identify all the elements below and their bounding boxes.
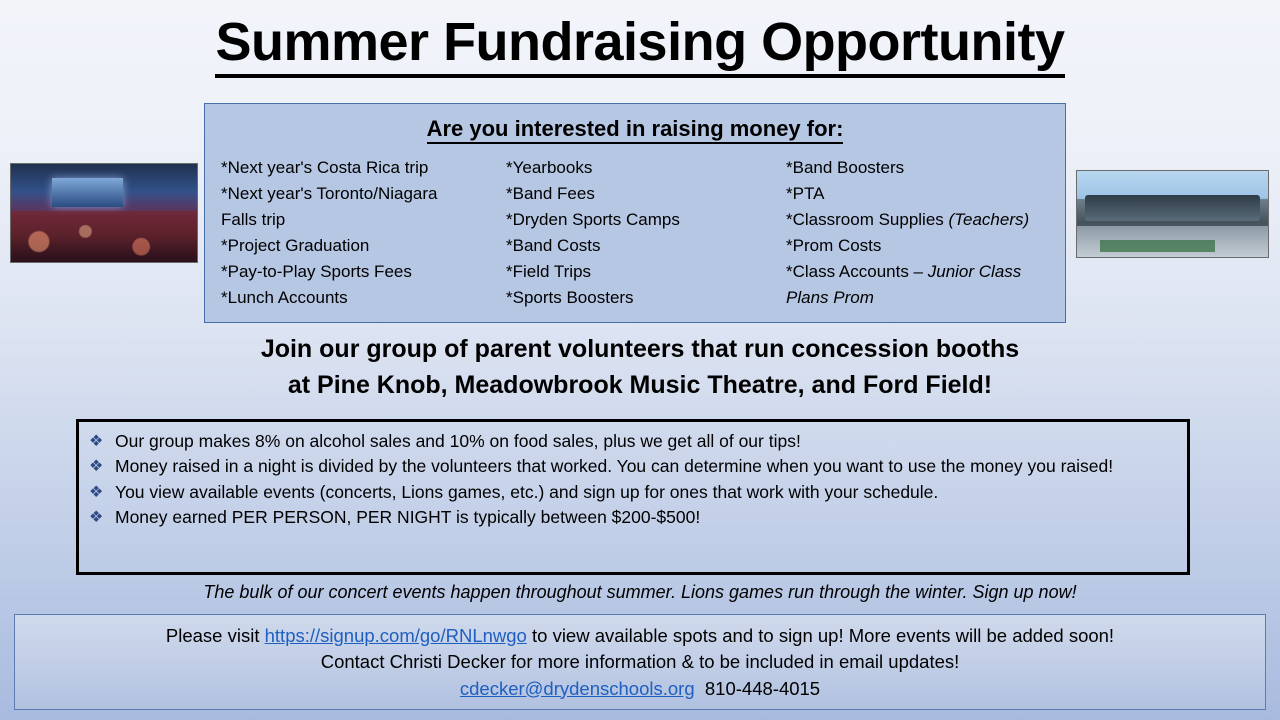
list-item-text: Money raised in a night is divided by the volunteers that worked. You can determine when you want to use the money you raised! [115,456,1114,477]
contact-box [14,614,1266,710]
interest-column-1 [221,155,506,311]
list-item: *Yearbooks [506,158,593,177]
list-item: *Band Fees [506,184,595,203]
stage-screen-shape [52,178,123,207]
list-item: *Next year's Costa Rica trip [221,158,429,177]
page-title-text: Summer Fundraising Opportunity [215,12,1064,78]
list-item: *Prom Costs [786,236,882,255]
visit-suffix-text: to view available spots and to sign up! More events will be added soon! [526,625,1115,646]
list-item-text: You view available events (concerts, Lions games, etc.) and sign up for ones that work with your schedule. [115,481,939,502]
list-item: *PTA [786,184,825,203]
concert-crowd-photo [10,163,198,263]
join-heading-line-2: at Pine Knob, Meadowbrook Music Theatre, and Ford Field! [287,370,993,399]
email-link[interactable]: cdecker@drydenschools.org [459,677,695,699]
list-item [89,481,1175,504]
stadium-roof-shape [1085,195,1261,221]
list-item: *Pay-to-Play Sports Fees [221,262,412,281]
interest-column-2 [506,155,786,311]
contact-line-1 [15,623,1265,649]
diamond-bullet-icon: ❖ [89,508,104,526]
list-item-text: Money earned PER PERSON, PER NIGHT is typically between $200-$500! [115,506,701,527]
list-item: *Dryden Sports Camps [506,210,680,229]
contact-line-2: Contact Christi Decker for more information & to be included in email updates! [320,651,960,673]
seasonal-note: The bulk of our concert events happen throughout summer. Lions games run through the winter. Sign up now! [203,582,1077,602]
diamond-bullet-icon: ❖ [89,458,104,476]
list-item-text: Our group makes 8% on alcohol sales and 10% on food sales, plus we get all of our tips! [115,431,801,451]
interest-column-3 [786,155,1049,311]
list-item: *Band Boosters [786,158,905,177]
join-heading [0,332,1280,403]
fundraising-interest-box [204,103,1066,323]
list-item: *Class Accounts – Junior Class Plans Prom [786,262,1022,307]
list-item-emphasis: Junior Class Plans Prom [786,262,1022,307]
list-item: *Lunch Accounts [221,288,348,307]
list-item: *Next year's Toronto/Niagara Falls trip [221,184,438,229]
list-item [89,455,1175,478]
crowd-shape [11,211,197,262]
list-item: *Field Trips [506,262,592,281]
contact-line-3 [15,676,1265,702]
interest-box-heading: Are you interested in raising money for: [205,116,1065,142]
signup-link[interactable]: https://signup.com/go/RNLnwgo [264,625,527,646]
visit-prefix-text: Please visit [165,625,265,646]
list-item: *Project Graduation [221,236,370,255]
list-item-emphasis: (Teachers) [948,210,1030,229]
interest-columns [205,155,1065,311]
ford-field-stadium-photo [1076,170,1269,258]
list-item [89,430,1175,453]
join-heading-line-1: Join our group of parent volunteers that run concession booths [260,335,1020,363]
list-item: *Band Costs [506,236,601,255]
stadium-field-shape [1100,240,1215,252]
details-bullet-box [76,419,1190,575]
list-item [89,506,1175,529]
list-item: *Sports Boosters [506,288,634,307]
diamond-bullet-icon: ❖ [89,433,104,450]
diamond-bullet-icon: ❖ [89,483,104,501]
page-title [0,0,1280,71]
list-item: *Classroom Supplies (Teachers) [786,210,1030,229]
phone-number: 810-448-4015 [704,677,821,699]
